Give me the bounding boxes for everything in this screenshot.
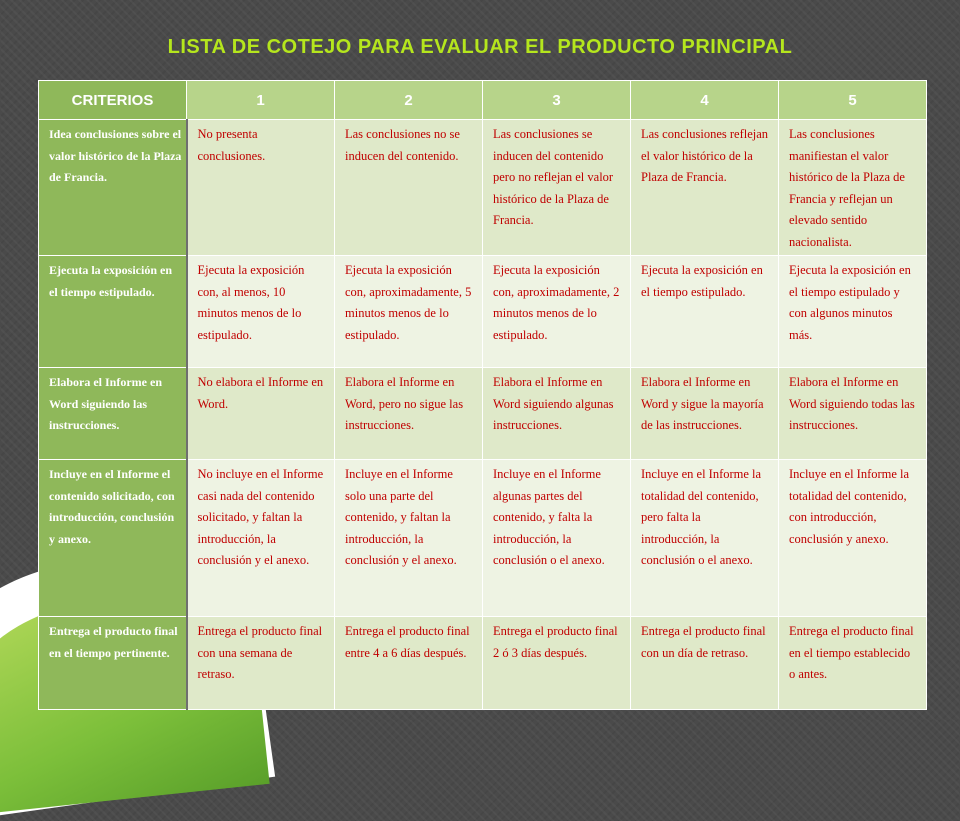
- rubric-cell: Las conclusiones reflejan el valor histórico de la Plaza de Francia.: [631, 120, 779, 256]
- table-row: [39, 460, 927, 617]
- rubric-cell: Ejecuta la exposición con, aproximadamente, 2 minutos menos de lo estipulado.: [483, 256, 631, 368]
- rubric-cell: Elabora el Informe en Word siguiendo todas las instrucciones.: [779, 368, 927, 460]
- header-level-3: 3: [483, 81, 631, 120]
- rubric-cell: Entrega el producto final en el tiempo establecido o antes.: [779, 617, 927, 710]
- header-level-5: 5: [779, 81, 927, 120]
- page-title: LISTA DE COTEJO PARA EVALUAR EL PRODUCTO PRINCIPAL: [167, 36, 793, 58]
- rubric-cell: Las conclusiones manifiestan el valor histórico de la Plaza de Francia y reflejan un elevado sentido nacionalista.: [779, 120, 927, 256]
- table-row: [39, 368, 927, 460]
- table-row: [39, 120, 927, 256]
- rubric-cell: Elabora el Informe en Word, pero no sigue las instrucciones.: [335, 368, 483, 460]
- criterion-cell: Elabora el Informe en Word siguiendo las instrucciones.: [39, 368, 187, 460]
- rubric-cell: Incluye en el Informe la totalidad del contenido, con introducción, conclusión y anexo.: [779, 460, 927, 617]
- criterion-cell: Idea conclusiones sobre el valor histórico de la Plaza de Francia.: [39, 120, 187, 256]
- header-level-2: 2: [335, 81, 483, 120]
- rubric-cell: No presenta conclusiones.: [187, 120, 335, 256]
- header-criterios: CRITERIOS: [39, 81, 187, 120]
- rubric-cell: Elabora el Informe en Word siguiendo algunas instrucciones.: [483, 368, 631, 460]
- criterion-cell: Ejecuta la exposición en el tiempo estipulado.: [39, 256, 187, 368]
- criterion-cell: Entrega el producto final en el tiempo pertinente.: [39, 617, 187, 710]
- rubric-cell: Las conclusiones se inducen del contenido pero no reflejan el valor histórico de la Plaza de Francia.: [483, 120, 631, 256]
- header-level-1: 1: [187, 81, 335, 120]
- rubric-cell: Incluye en el Informe algunas partes del contenido, y falta la introducción, la conclusión o el anexo.: [483, 460, 631, 617]
- rubric-cell: Entrega el producto final 2 ó 3 días después.: [483, 617, 631, 710]
- rubric-cell: Incluye en el Informe la totalidad del contenido, pero falta la introducción, la conclusión o el anexo.: [631, 460, 779, 617]
- rubric-cell: Elabora el Informe en Word y sigue la mayoría de las instrucciones.: [631, 368, 779, 460]
- table-row: [39, 617, 927, 710]
- rubric-cell: Incluye en el Informe solo una parte del contenido, y faltan la introducción, la conclusión y el anexo.: [335, 460, 483, 617]
- rubric-cell: Ejecuta la exposición con, al menos, 10 minutos menos de lo estipulado.: [187, 256, 335, 368]
- criterion-cell: Incluye en el Informe el contenido solicitado, con introducción, conclusión y anexo.: [39, 460, 187, 617]
- rubric-cell: Entrega el producto final con un día de retraso.: [631, 617, 779, 710]
- header-level-4: 4: [631, 81, 779, 120]
- rubric-cell: Entrega el producto final entre 4 a 6 días después.: [335, 617, 483, 710]
- rubric-cell: Ejecuta la exposición en el tiempo estipulado.: [631, 256, 779, 368]
- rubric-table: [38, 80, 927, 710]
- header-row: [39, 81, 927, 120]
- rubric-table-container: [38, 80, 926, 704]
- rubric-cell: Entrega el producto final con una semana de retraso.: [187, 617, 335, 710]
- rubric-cell: Ejecuta la exposición con, aproximadamente, 5 minutos menos de lo estipulado.: [335, 256, 483, 368]
- rubric-cell: No incluye en el Informe casi nada del contenido solicitado, y faltan la introducción, la conclusión y el anexo.: [187, 460, 335, 617]
- table-row: [39, 256, 927, 368]
- rubric-cell: No elabora el Informe en Word.: [187, 368, 335, 460]
- rubric-cell: Ejecuta la exposición en el tiempo estipulado y con algunos minutos más.: [779, 256, 927, 368]
- rubric-cell: Las conclusiones no se inducen del contenido.: [335, 120, 483, 256]
